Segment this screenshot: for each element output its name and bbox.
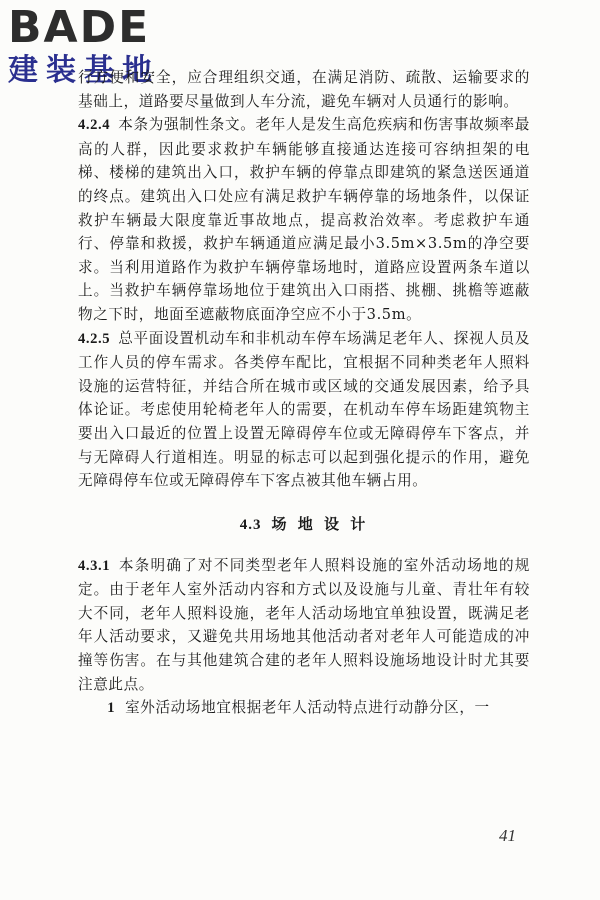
- page-number: 41: [499, 826, 516, 845]
- clause-number: 4.2.5: [78, 330, 111, 347]
- paragraph-text: 行方便和安全，应合理组织交通，在满足消防、疏散、运输要求的基础上，道路要尽量做到人车分流，避免车辆对人员通行的影响。: [78, 69, 530, 110]
- page-content: [78, 66, 530, 721]
- paragraph-text: 本条明确了对不同类型老年人照料设施的室外活动场地的规定。由于老年人室外活动内容和方式以及设施与儿童、青壮年有较大不同，老年人照料设施，老年人活动场地宜单独设置，既满足老年人活动要求，又避免共用场地其他活动者对老年人可能造成的冲撞等伤害。在与其他建筑合建的老年人照料设施场地设计时尤其要注意此点。: [78, 556, 530, 693]
- section-number: 4.3: [239, 516, 262, 533]
- paragraph-4-3-1: [78, 554, 530, 697]
- clause-number: 4.2.4: [78, 117, 111, 134]
- paragraph-text: 总平面设置机动车和非机动车停车场满足老年人、探视人员及工作人员的停车需求。各类停车配比，宜根据不同种类老年人照料设施的运营特征，并结合所在城市或区域的交通发展因素，给予具体论证。考虑使用轮椅老年人的需要，在机动车停车场距建筑物主要出入口最近的位置上设置无障碍停车位或无障碍停车下客点，并与无障碍人行道相连。明显的标志可以起到强化提示的作用，避免无障碍停车位或无障碍停车下客点被其他车辆占用。: [78, 329, 530, 490]
- logo-chinese-text: 建装基地: [8, 53, 160, 88]
- section-heading: [78, 513, 530, 536]
- item-number: 1: [107, 700, 116, 717]
- list-item: [78, 696, 530, 721]
- logo-latin-text: BADE: [8, 2, 151, 53]
- paragraph-4-2-5: [78, 327, 530, 493]
- clause-number: 4.3.1: [78, 557, 111, 574]
- paragraph-text: 本条为强制性条文。老年人是发生高危疾病和伤害事故频率最高的人群，因此要求救护车辆能够直接通达连接可容纳担架的电梯、楼梯的建筑出入口，救护车辆的停靠点即建筑的紧急送医通道的终点。建筑出入口处应有满足救护车辆停靠的场地条件，以保证救护车辆最大限度靠近事故地点，提高救治效率。考虑救护车通行、停靠和救援，救护车辆通道应满足最小3.5m×3.5m的净空要求。当利用道路作为救护车辆停靠场地时，道路应设置两条车道以上。当救护车辆停靠场地位于建筑出入口雨搭、挑棚、挑檐等遮蔽物之下时，地面至遮蔽物底面净空应不小于3.5m。: [78, 116, 530, 323]
- paragraph-4-2-4: [78, 113, 530, 326]
- section-title-text: 场 地 设 计: [271, 514, 369, 533]
- item-text: 室外活动场地宜根据老年人活动特点进行动静分区，一: [125, 699, 490, 717]
- paragraph-continuation: [78, 66, 530, 113]
